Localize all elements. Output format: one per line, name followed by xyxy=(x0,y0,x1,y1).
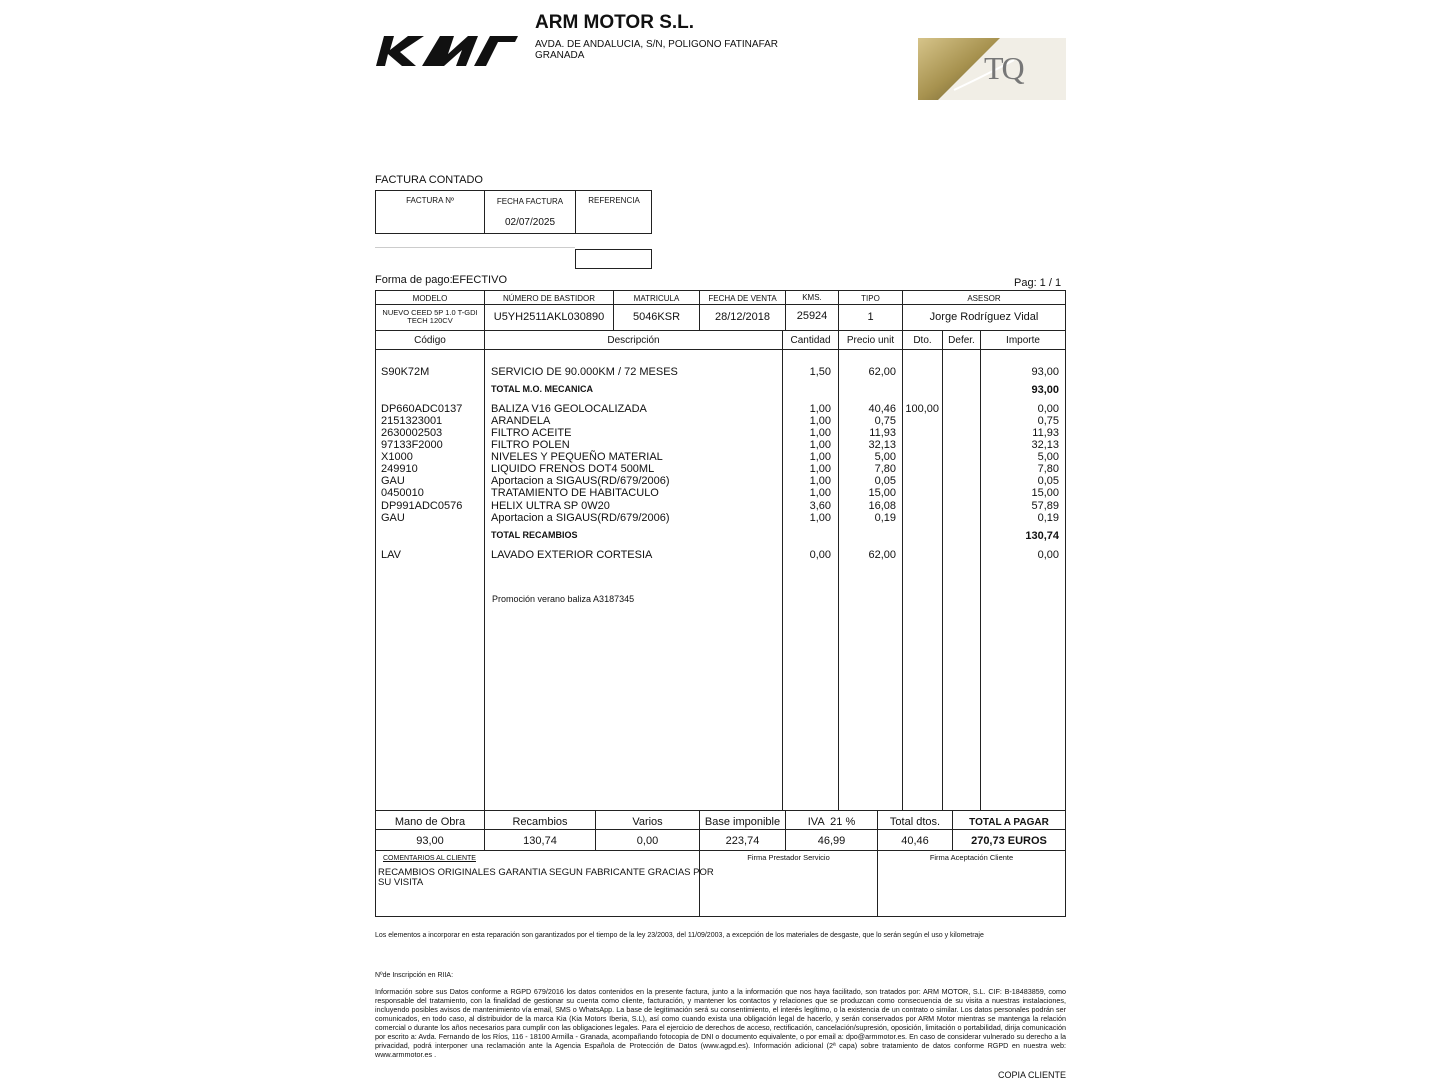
total-value-discounts: 40,46 xyxy=(901,835,929,847)
line-amount: 0,75 xyxy=(1037,415,1059,427)
line-unit-price: 0,05 xyxy=(874,475,896,487)
line-code: GAU xyxy=(381,475,405,487)
col-header-unit-price: Precio unit xyxy=(846,335,895,346)
line-amount: 130,74 xyxy=(1025,530,1059,542)
total-value-grand-total: 270,73 EUROS xyxy=(971,835,1047,847)
invoice-date-value: 02/07/2025 xyxy=(504,217,556,228)
line-unit-price: 0,75 xyxy=(874,415,896,427)
line-unit-price: 16,08 xyxy=(868,500,896,512)
line-amount: 93,00 xyxy=(1031,384,1059,396)
total-label-discounts: Total dtos. xyxy=(889,816,941,828)
line-amount: 0,00 xyxy=(1037,403,1059,415)
line-discount: 100,00 xyxy=(905,403,939,415)
line-unit-price: 7,80 xyxy=(874,463,896,475)
line-code: 2151323001 xyxy=(381,415,443,427)
vehicle-vin: U5YH2511AKL030890 xyxy=(493,311,605,323)
line-description: Aportacion a SIGAUS(RD/679/2006) xyxy=(491,475,670,487)
line-quantity: 1,00 xyxy=(809,512,831,524)
signature-provider-label: Firma Prestador Servicio xyxy=(747,853,830,862)
line-description: LAVADO EXTERIOR CORTESIA xyxy=(491,549,653,561)
total-value-labour: 93,00 xyxy=(416,835,444,847)
line-unit-price: 5,00 xyxy=(874,451,896,463)
line-description: LIQUIDO FRENOS DOT4 500ML xyxy=(491,463,655,475)
line-code: 2630002503 xyxy=(381,427,443,439)
vehicle-header-advisor: ASESOR xyxy=(967,294,1001,303)
line-quantity: 1,00 xyxy=(809,439,831,451)
vehicle-model-line1: NUEVO CEED 5P 1.0 T-GDI xyxy=(382,308,478,317)
tq-badge-text: TQ xyxy=(984,50,1023,86)
riia-label: Nºde Inscripción en RIIA: xyxy=(375,972,454,979)
line-code: S90K72M xyxy=(381,366,430,378)
vehicle-header-vin: NÚMERO DE BASTIDOR xyxy=(502,294,595,303)
line-amount: 0,05 xyxy=(1037,475,1059,487)
total-value-misc: 0,00 xyxy=(636,835,659,847)
line-quantity: 0,00 xyxy=(809,549,831,561)
line-description: NIVELES Y PEQUEÑO MATERIAL xyxy=(491,451,663,463)
total-label-vat: IVA 21 % xyxy=(807,816,856,828)
line-amount: 15,00 xyxy=(1031,487,1059,499)
line-unit-price: 11,93 xyxy=(869,427,896,439)
total-value-parts: 130,74 xyxy=(523,835,557,847)
line-unit-price: 15,00 xyxy=(868,487,896,499)
line-quantity: 1,00 xyxy=(809,403,831,415)
promo-note: Promoción verano baliza A3187345 xyxy=(492,594,635,604)
vehicle-header-kms: KMS. xyxy=(802,293,822,302)
total-label-grand-total: TOTAL A PAGAR xyxy=(969,817,1049,828)
line-amount: 32,13 xyxy=(1031,439,1059,451)
kia-logo xyxy=(374,30,522,70)
line-unit-price: 62,00 xyxy=(868,366,896,378)
line-unit-price: 32,13 xyxy=(868,439,896,451)
line-description: HELIX ULTRA SP 0W20 xyxy=(491,500,610,512)
line-unit-price: 62,00 xyxy=(868,549,896,561)
vehicle-model-line2: TECH 120CV xyxy=(407,316,453,325)
col-header-quantity: Cantidad xyxy=(790,335,831,346)
line-quantity: 1,50 xyxy=(809,366,831,378)
col-header-amount: Importe xyxy=(1006,335,1040,346)
line-unit-price: 40,46 xyxy=(868,403,896,415)
payment-label: Forma de pago: xyxy=(375,274,453,286)
vehicle-sale-date: 28/12/2018 xyxy=(714,311,771,323)
line-description: TOTAL RECAMBIOS xyxy=(491,530,578,540)
line-code: DP660ADC0137 xyxy=(381,403,463,415)
invoice-number-label: FACTURA Nº xyxy=(406,196,454,205)
signature-client-label: Firma Aceptación Cliente xyxy=(929,853,1014,862)
warranty-note: Los elementos a incorporar en esta reparación son garantizados por el tiempo de la ley 23/2003, del 11/09/2003, a excepción de los materiales de desgaste, que lo serán según el uso y kilometraje xyxy=(375,932,984,939)
line-description: FILTRO ACEITE xyxy=(491,427,572,439)
line-description: ARANDELA xyxy=(491,415,551,427)
vehicle-advisor: Jorge Rodríguez Vidal xyxy=(929,311,1039,323)
col-header-discount: Dto. xyxy=(913,335,932,346)
col-header-description: Descripción xyxy=(607,335,660,346)
line-code: 0450010 xyxy=(381,487,424,499)
vehicle-kms: 25924 xyxy=(796,310,828,322)
total-label-misc: Varios xyxy=(632,816,663,828)
line-quantity: 1,00 xyxy=(809,475,831,487)
company-address-1: AVDA. DE ANDALUCIA, S/N, POLIGONO FATINAFAR xyxy=(535,39,779,50)
invoice-reference-label: REFERENCIA xyxy=(588,196,640,205)
blank-field-box xyxy=(575,249,652,269)
line-code: LAV xyxy=(381,549,401,561)
vehicle-header-sale-date: FECHA DE VENTA xyxy=(708,294,777,303)
copy-label: COPIA CLIENTE xyxy=(998,1070,1067,1080)
privacy-notice: Información sobre sus Datos conforme a RGPD 679/2016 los datos contenidos en la presente factura, junto a la información que nos haya facilitado, son tratados por: ARM MOTOR, S.L. CIF: B-18483859, como responsable del tratamiento, con la finalidad de gestionar su cuenta como cliente, facturación, y mantener los contactos y relaciones que se produzcan como consecuencia de su visita a nuestras instalaciones, incluyendo posibles avisos de mantenimiento vía email, SMS o WhatsApp. La base de legitimación será su consentimiento, el interés legítimo, o la existencia de un contrato o similar. Los datos personales podrán ser comunicados, en todo caso, al distribuidor de la marca Kia (Kia Motors Iberia, S.L), así como cuando exista una obligación legal de hacerlo, y serán conservados por ARM Motor mientras se mantenga la relación comercial o durante los años necesarios para cumplir con las obligaciones legales. Para el ejercicio de derechos de acceso, rectificación, cancelación/supresión, oposición, limitación o portabilidad, dirija comunicación por escrito a: Avda. Fernando de los Ríos, 116 - 18100 Armilla - Granada, acompañando fotocopia de DNI o documento equivalente, o por email a: dpo@armmotor.es. En caso de considerar vulnerado su derecho a la privacidad, podrá interponer una reclamación ante la Agencia Española de Protección de Datos (www.agpd.es). Información adicional (2ª capa) sobre tratamiento de datos conforme RGPD en nuestra web: www.armmotor.es . xyxy=(375,987,1066,1059)
line-description: SERVICIO DE 90.000KM / 72 MESES xyxy=(491,366,678,378)
line-code: 97133F2000 xyxy=(381,439,443,451)
line-code: DP991ADC0576 xyxy=(381,500,463,512)
page-number: Pag: 1 / 1 xyxy=(1014,277,1062,289)
payment-value: EFECTIVO xyxy=(452,274,508,286)
vehicle-header-tipo: TIPO xyxy=(861,294,880,303)
line-amount: 0,19 xyxy=(1037,512,1059,524)
line-quantity: 1,00 xyxy=(809,427,831,439)
line-description: TRATAMIENTO DE HABITACULO xyxy=(491,487,659,499)
line-amount: 57,89 xyxy=(1031,500,1059,512)
line-amount: 7,80 xyxy=(1037,463,1059,475)
invoice-date-label: FECHA FACTURA xyxy=(496,197,564,206)
comments-text-line2: SU VISITA xyxy=(378,877,424,888)
invoice-type: FACTURA CONTADO xyxy=(375,174,483,186)
total-label-taxable-base: Base imponible xyxy=(704,816,781,828)
line-quantity: 1,00 xyxy=(809,451,831,463)
line-description: FILTRO POLEN xyxy=(491,439,570,451)
line-unit-price: 0,19 xyxy=(874,512,896,524)
vehicle-tipo: 1 xyxy=(867,311,874,323)
total-value-vat: 46,99 xyxy=(817,835,846,847)
vehicle-header-plate: MATRICULA xyxy=(633,294,680,303)
line-code: GAU xyxy=(381,512,405,524)
total-label-labour: Mano de Obra xyxy=(394,816,466,828)
company-address-2: GRANADA xyxy=(535,50,585,61)
comments-label: COMENTARIOS AL CLIENTE xyxy=(383,855,476,862)
total-label-parts: Recambios xyxy=(512,816,568,828)
vehicle-plate: 5046KSR xyxy=(632,311,681,323)
line-quantity: 1,00 xyxy=(809,415,831,427)
comments-text-line1: RECAMBIOS ORIGINALES GARANTIA SEGUN FABRICANTE GRACIAS POR xyxy=(378,867,714,878)
line-amount: 0,00 xyxy=(1037,549,1059,561)
line-amount: 5,00 xyxy=(1037,451,1059,463)
col-header-code: Código xyxy=(414,335,446,346)
total-value-taxable-base: 223,74 xyxy=(725,835,760,847)
line-code: 249910 xyxy=(381,463,418,475)
col-header-deferred: Defer. xyxy=(948,335,975,346)
separator-line xyxy=(375,247,575,248)
line-quantity: 1,00 xyxy=(809,487,831,499)
line-code: X1000 xyxy=(381,451,413,463)
line-amount: 11,93 xyxy=(1032,427,1059,439)
company-name: ARM MOTOR S.L. xyxy=(535,12,695,33)
line-description: Aportacion a SIGAUS(RD/679/2006) xyxy=(491,512,670,524)
vehicle-header-model: MODELO xyxy=(412,294,448,303)
tq-badge xyxy=(918,38,1066,100)
line-description: TOTAL M.O. MECANICA xyxy=(491,384,593,394)
line-description: BALIZA V16 GEOLOCALIZADA xyxy=(491,403,647,415)
line-amount: 93,00 xyxy=(1031,366,1059,378)
line-quantity: 3,60 xyxy=(809,500,831,512)
line-quantity: 1,00 xyxy=(809,463,831,475)
